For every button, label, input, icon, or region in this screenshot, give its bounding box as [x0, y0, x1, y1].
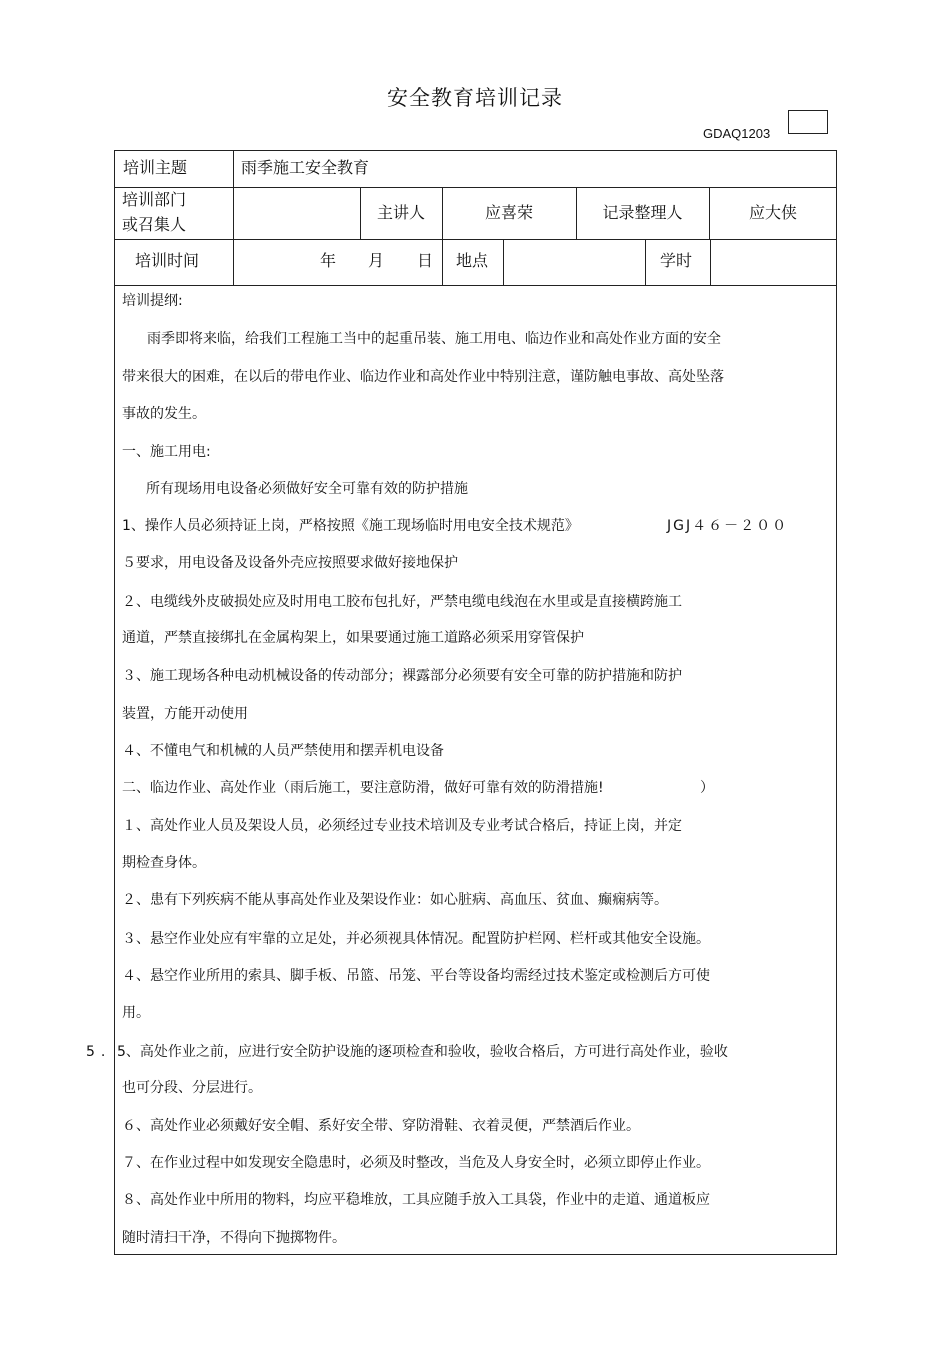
- day-label: 日: [417, 251, 434, 270]
- speaker-value: 应喜荣: [484, 203, 533, 222]
- outline-line: 1、操作人员必须持证上岗，严格按照《施工现场临时用电安全技术规范》: [122, 518, 579, 534]
- outline-line: 所有现场用电设备必须做好安全可靠有效的防护措施: [146, 481, 468, 497]
- outline-line: ７、在作业过程中如发现安全隐患时，必须及时整改，当危及人身安全时，必须立即停止作业。: [122, 1155, 710, 1171]
- document-title: 安全教育培训记录: [387, 86, 563, 110]
- outline-line: 事故的发生。: [122, 406, 206, 422]
- outline-line: 期检查身体。: [122, 855, 206, 871]
- outline-line: ８、高处作业中所用的物料，均应平稳堆放，工具应随手放入工具袋，作业中的走道、通道板应: [122, 1192, 710, 1208]
- outline-line: 随时清扫干净，不得向下抛掷物件。: [122, 1230, 346, 1246]
- month-label: 月: [368, 251, 385, 270]
- col-divider: [710, 239, 711, 285]
- outline-line: ２、患有下列疾病不能从事高处作业及架设作业：如心脏病、高血压、贫血、癫痫病等。: [122, 892, 668, 908]
- outline-line: ６、高处作业必须戴好安全帽、系好安全带、穿防滑鞋、衣着灵便，严禁酒后作业。: [122, 1118, 640, 1134]
- side-mark: 5.: [86, 1044, 112, 1060]
- outline-heading: 培训提纲:: [122, 293, 183, 309]
- col-divider: [233, 150, 234, 285]
- time-label: 培训时间: [135, 251, 200, 270]
- place-label: 地点: [456, 251, 489, 270]
- row-divider: [114, 187, 837, 188]
- recorder-label: 记录整理人: [602, 203, 683, 222]
- speaker-label: 主讲人: [376, 203, 425, 222]
- outline-line: 用。: [122, 1005, 150, 1021]
- outline-line: 通道，严禁直接绑扎在金属构架上，如果要通过施工道路必须采用穿管保护: [122, 630, 584, 646]
- row-divider: [114, 239, 837, 240]
- code-box: [788, 110, 828, 134]
- close-paren: ）: [700, 780, 714, 796]
- outline-line: ３、施工现场各种电动机械设备的传动部分；裸露部分必须要有安全可靠的防护措施和防护: [122, 668, 682, 684]
- outline-line: ２、电缆线外皮破损处应及时用电工胶布包扎好，严禁电缆电线泡在水里或是直接横跨施工: [122, 594, 682, 610]
- outline-line: ４、不懂电气和机械的人员严禁使用和摆弄机电设备: [122, 743, 444, 759]
- dept-label-line1: 培训部门: [122, 190, 187, 209]
- outline-line: 装置，方能开动使用: [122, 706, 248, 722]
- outline-line: 雨季即将来临，给我们工程施工当中的起重吊装、施工用电、临边作业和高处作业方面的安全: [147, 331, 721, 347]
- outline-line: 也可分段、分层进行。: [122, 1080, 262, 1096]
- outline-line: 一、施工用电:: [122, 444, 211, 460]
- topic-value: 雨季施工安全教育: [241, 158, 370, 177]
- hours-label: 学时: [660, 251, 693, 270]
- row-divider: [114, 285, 837, 286]
- spec-code: JGJ４６－２００: [667, 518, 789, 534]
- topic-label: 培训主题: [123, 158, 188, 177]
- document-code: GDAQ1203: [703, 126, 771, 141]
- outline-line: 5、高处作业之前，应进行安全防护设施的逐项检查和验收，验收合格后，方可进行高处作业，验收: [117, 1044, 728, 1060]
- outline-line: １、高处作业人员及架设人员，必须经过专业技术培训及专业考试合格后，持证上岗，并定: [122, 818, 682, 834]
- recorder-value: 应大侠: [748, 203, 797, 222]
- col-divider: [645, 239, 646, 285]
- dept-label-line2: 或召集人: [122, 215, 187, 234]
- outline-line: 二、临边作业、高处作业（雨后施工，要注意防滑，做好可靠有效的防滑措施!: [122, 780, 604, 796]
- outline-line: ４、悬空作业所用的索具、脚手板、吊篮、吊笼、平台等设备均需经过技术鉴定或检测后方可使: [122, 968, 710, 984]
- outline-line: ３、悬空作业处应有牢靠的立足处，并必须视具体情况。配置防护栏网、栏杆或其他安全设施。: [122, 931, 710, 947]
- col-divider: [503, 239, 504, 285]
- outline-line: 带来很大的困难，在以后的带电作业、临边作业和高处作业中特别注意，谨防触电事故、高处坠落: [122, 369, 724, 385]
- outline-line: ５要求，用电设备及设备外壳应按照要求做好接地保护: [122, 555, 458, 571]
- year-label: 年: [320, 251, 337, 270]
